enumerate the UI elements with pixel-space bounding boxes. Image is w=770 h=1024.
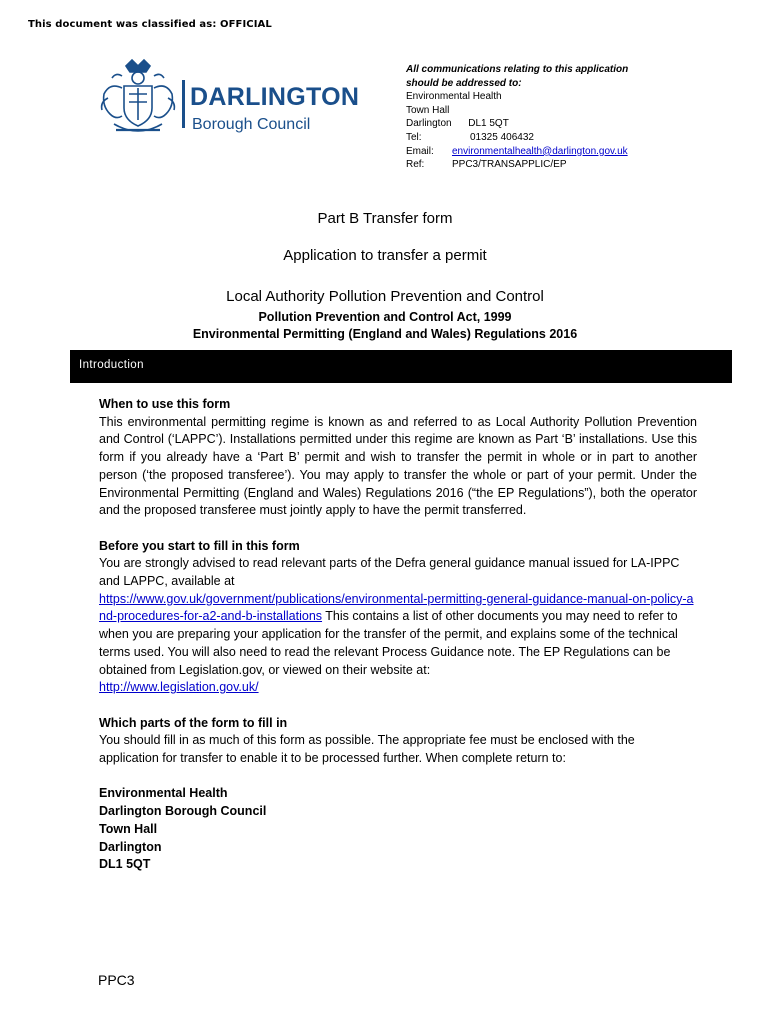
return-address-line: Town Hall — [99, 821, 158, 836]
which-parts-heading: Which parts of the form to fill in — [99, 715, 288, 730]
email-label: Email: — [406, 145, 434, 157]
before-start-text-intro: You are strongly advised to read relevant parts of the Defra general guidance manual issued for LA-IPPC and LAPPC, available at — [99, 556, 680, 589]
when-to-use-text: This environmental permitting regime is known as and referred to as Local Authority Pollution Prevention and Control (‘LAPPC’). Installations permitted under this regime are known as Part ‘B’ installations. Use this form if you already have a ‘Part B’ permit and wish to transfer the permit in whole or in part to another person (‘the proposed transferee’). You may apply to transfer the whole or part of your permit. Under the Environmental Permitting (England and Wales) Regulations 2016 (“the EP Regulations”), both the operator and the proposed transferee must jointly apply to have the permit transferred. — [99, 414, 697, 518]
when-to-use-heading: When to use this form — [99, 397, 231, 411]
tel-row — [406, 131, 628, 145]
which-parts-text: You should fill in as much of this form as possible. The appropriate fee must be enclosed with the application for transfer to enable it to be processed further. When complete return to: — [99, 733, 635, 766]
form-title: Part B Transfer form — [317, 210, 453, 227]
act-title: Pollution Prevention and Control Act, 1999 — [258, 310, 512, 324]
return-address-line: Darlington — [99, 839, 162, 854]
before-start-text-continued: This contains a list of other documents you may need to refer to when you are preparing your application for the transfer of the permit, and explains some of the technical terms used. You will also need to read the relevant Process Guidance note. The EP Regulations can be obtained from Legislation.gov, or viewed on their website at: — [99, 609, 678, 677]
tel-value: 01325 406432 — [470, 131, 534, 143]
regime-title: Local Authority Pollution Prevention and Control — [226, 288, 544, 305]
ref-value: PPC3/TRANSAPPLIC/EP — [452, 159, 567, 171]
email-row — [406, 145, 628, 159]
before-start-text — [99, 555, 697, 679]
council-logo — [96, 58, 396, 142]
form-subtitle: Application to transfer a permit — [283, 247, 487, 264]
coat-of-arms-icon — [96, 58, 180, 142]
return-address-line: Darlington Borough Council — [99, 804, 267, 819]
regulations-title: Environmental Permitting (England and Wales) Regulations 2016 — [192, 327, 578, 341]
logo-divider — [182, 80, 185, 128]
address-notice-line-2: should be addressed to: — [406, 77, 522, 89]
address-line: Environmental Health — [406, 91, 502, 103]
correspondence-address — [406, 63, 628, 172]
email-link[interactable]: environmentalhealth@darlington.gov.uk — [452, 145, 628, 157]
section-label: Introduction — [79, 359, 144, 371]
council-name: DARLINGTON — [190, 83, 360, 111]
ref-row — [406, 158, 628, 172]
return-address-line: DL1 5QT — [99, 857, 151, 872]
legislation-link[interactable]: http://www.legislation.gov.uk/ — [99, 680, 259, 695]
footer-code: PPC3 — [98, 972, 135, 988]
before-start-heading: Before you start to fill in this form — [99, 538, 300, 553]
tel-label: Tel: — [406, 131, 422, 143]
ref-label: Ref: — [406, 159, 425, 171]
address-notice-line-1: All communications relating to this application — [406, 64, 629, 75]
council-subtitle: Borough Council — [192, 116, 311, 133]
introduction-section-bar — [70, 350, 732, 383]
address-line: Town Hall — [406, 104, 450, 116]
classification-label: This document was classified as: OFFICIAL — [28, 19, 272, 30]
return-address-line: Environmental Health — [99, 786, 228, 801]
address-line: Darlington DL1 5QT — [406, 118, 509, 130]
defra-guidance-link[interactable]: https://www.gov.uk/government/publications/environmental-permitting-general-guidance-manual-on-policy-and-procedures-for-a2-and-b-installations — [99, 591, 694, 624]
introduction-body — [99, 396, 697, 874]
